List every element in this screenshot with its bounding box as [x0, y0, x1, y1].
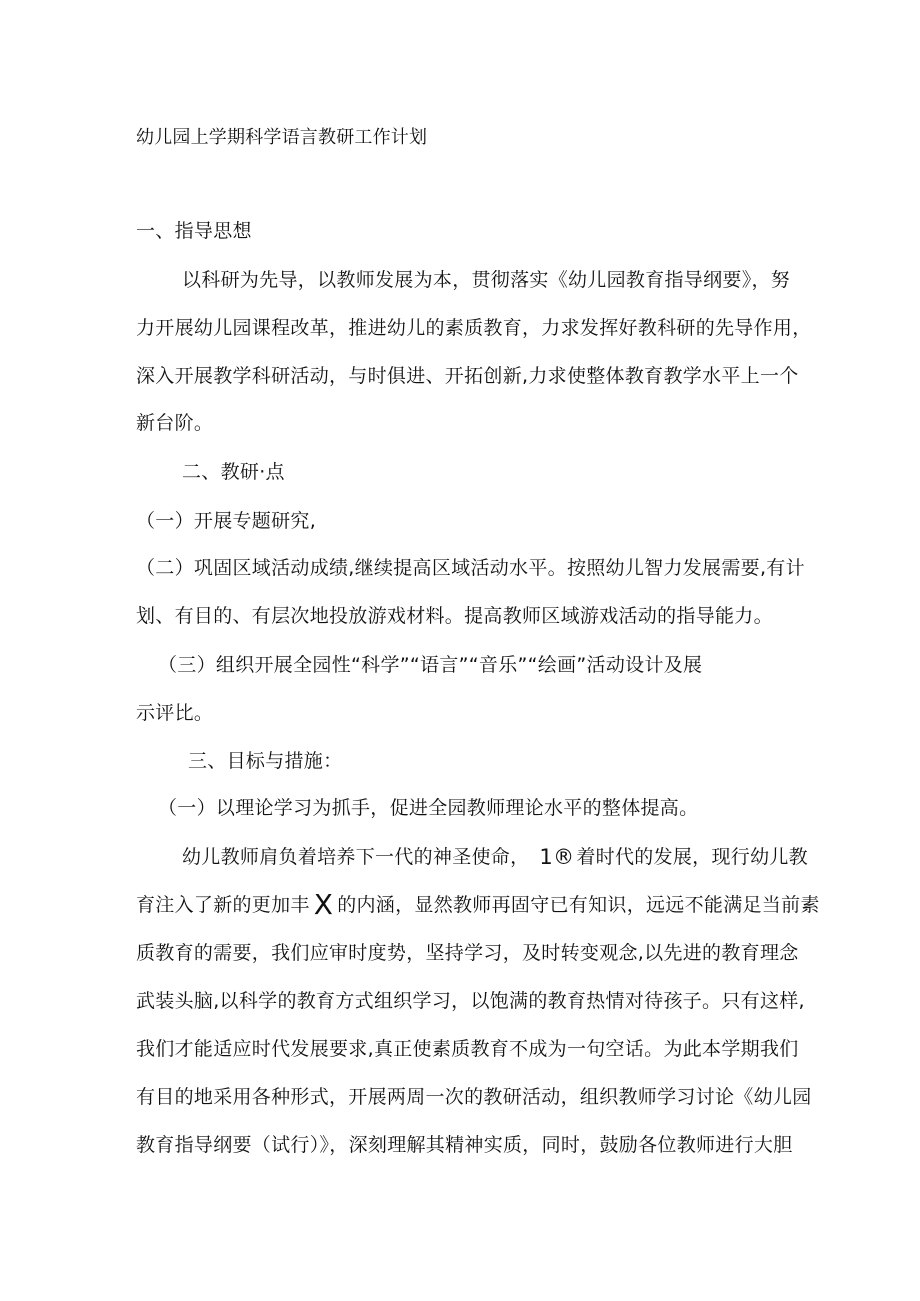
- section-3-para-line-3: 质教育的需要，我们应审时度势，坚持学习，及时转变观念,以先进的教育理念: [136, 942, 799, 964]
- ocr-artifact-x: X: [313, 888, 334, 921]
- section-3-heading: 三、目标与措施：: [188, 750, 343, 772]
- section-1-para-line-1: 以科研为先导，以教师发展为本，贯彻落实《幼儿园教育指导纲要》，努: [182, 269, 791, 291]
- section-2-item-2-line-1: （二）巩固区域活动成绩,继续提高区域活动水平。按照幼儿智力发展需要,有计: [136, 557, 805, 579]
- section-3-para-line-6: 有目的地采用各种形式，开展两周一次的教研活动，组织教师学习讨论《幼儿园: [136, 1086, 812, 1108]
- section-2-item-2-line-2: 划、有目的、有层次地投放游戏材料。提高教师区域游戏活动的指导能力。: [136, 605, 773, 627]
- document-title: 幼儿园上学期科学语言教研工作计划: [136, 127, 428, 148]
- section-2-item-3-line-1: （三）组织开展全园性“科学”“语言”“音乐”“绘画”活动设计及展: [158, 654, 703, 676]
- section-3-para-line-4: 武装头脑,以科学的教育方式组织学习，以饱满的教育热情对待孩子。只有这样,: [136, 990, 805, 1012]
- section-1-para-line-2: 力开展幼儿园课程改革，推进幼儿的素质教育，力求发挥好教科研的先导作用，: [136, 317, 812, 339]
- section-2-item-1: （一）开展专题研究,: [136, 510, 317, 532]
- section-3-para-line-2-start: 育注入了新的更加丰: [136, 894, 310, 916]
- section-3-para-line-1: [182, 845, 808, 869]
- section-2-item-3-line-2: 示评比。: [136, 702, 214, 724]
- section-1-para-line-4: 新台阶。: [136, 412, 214, 434]
- section-1-para-line-3: 深入开展教学科研活动，与时俱进、开拓创新,力求使整体教育教学水平上一个: [136, 365, 799, 387]
- section-1-heading: 一、指导思想: [136, 220, 252, 242]
- section-3-para-line-2: [136, 888, 820, 921]
- section-3-subheading-1: （一）以理论学习为抓手，促进全园教师理论水平的整体提高。: [158, 797, 699, 819]
- section-3-para-line-7: 教育指导纲要（试行）》，深刻理解其精神实质，同时，鼓励各位教师进行大胆: [136, 1134, 793, 1156]
- section-3-para-line-1-end: 着时代的发展，现行幼儿教: [576, 846, 808, 868]
- section-3-para-line-1-start: 幼儿教师肩负着培养下一代的神圣使命，: [182, 846, 530, 868]
- section-3-para-line-2-end: 的内涵，显然教师再固守已有知识，远远不能满足当前素: [337, 894, 820, 916]
- ocr-artifact-mark: 1®: [539, 845, 575, 869]
- section-2-heading: 二、教研·点: [182, 461, 285, 483]
- section-3-para-line-5: 我们才能适应时代发展要求,真正使素质教育不成为一句空话。为此本学期我们: [136, 1038, 799, 1060]
